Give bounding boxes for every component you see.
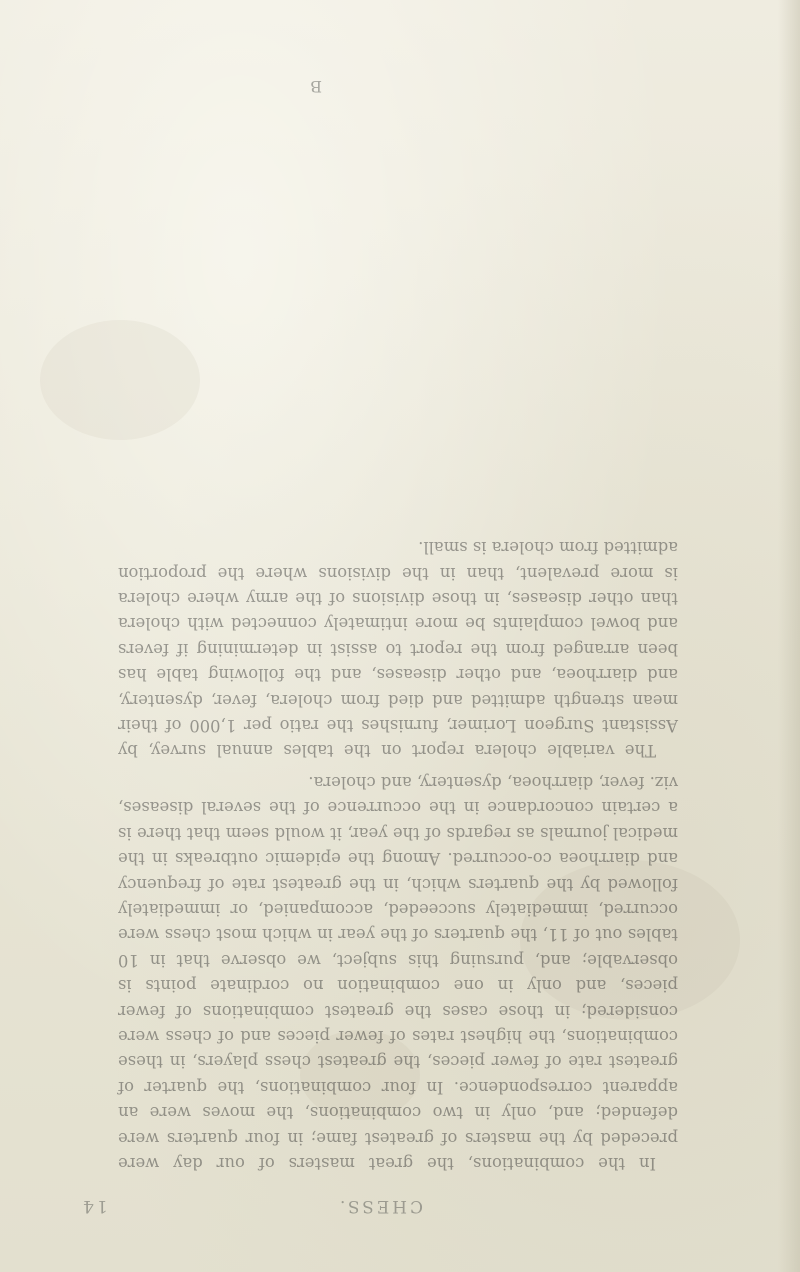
- paragraph-1: In the combinations, the great masters of our day were preceded by the masters of greatest fame; in four quarters were defended; and, only in two combinations, the moves were an apparent correspondence. In four combinations, the quarter of greatest rate of fewer pieces, the greatest chess players, in these combinations, the highest rates of fewer pieces and of chess were considered; in those cases the greatest combinations of fewer pieces, and only in one combination no cordinate points is observable; and, pursuing this subject, we observe that in 10 tables out of 11, the quarters of the year in which most chess were occurred, immediately succeeded, accompanied, or immediately followed by the quarters which, in the greatest rate of frequency and diarrhoea co-occurred. Among the epidemic outbreaks in the medical journals as regards of the year, it would seem that there is a certain concordance in the occurrence of the several diseases, viz. fever, diarrhoea, dysentery, and cholera.: [118, 772, 678, 1173]
- page-number: 14: [80, 1196, 108, 1216]
- body-text: [118, 535, 678, 1176]
- signature-mark: B: [310, 77, 322, 96]
- paragraph-2: The variable cholera report on the tables annual survey, by Assistant Surgeon Lorimer, furnishes the ratio per 1,000 of their mean strength admitted and died from cholera, fever, dysentery, and diarrhoea, and other diseases, and the following table has been arranged from the report to assist in determining if fevers and bowel complaints be more intimately connected with cholera than other diseases, in those divisions of the army where cholera is more prevalent, than in the divisions where the proportion admitted from cholera is small.: [118, 538, 678, 761]
- running-head-title: CHESS.: [336, 1196, 424, 1216]
- running-header: [80, 1186, 680, 1216]
